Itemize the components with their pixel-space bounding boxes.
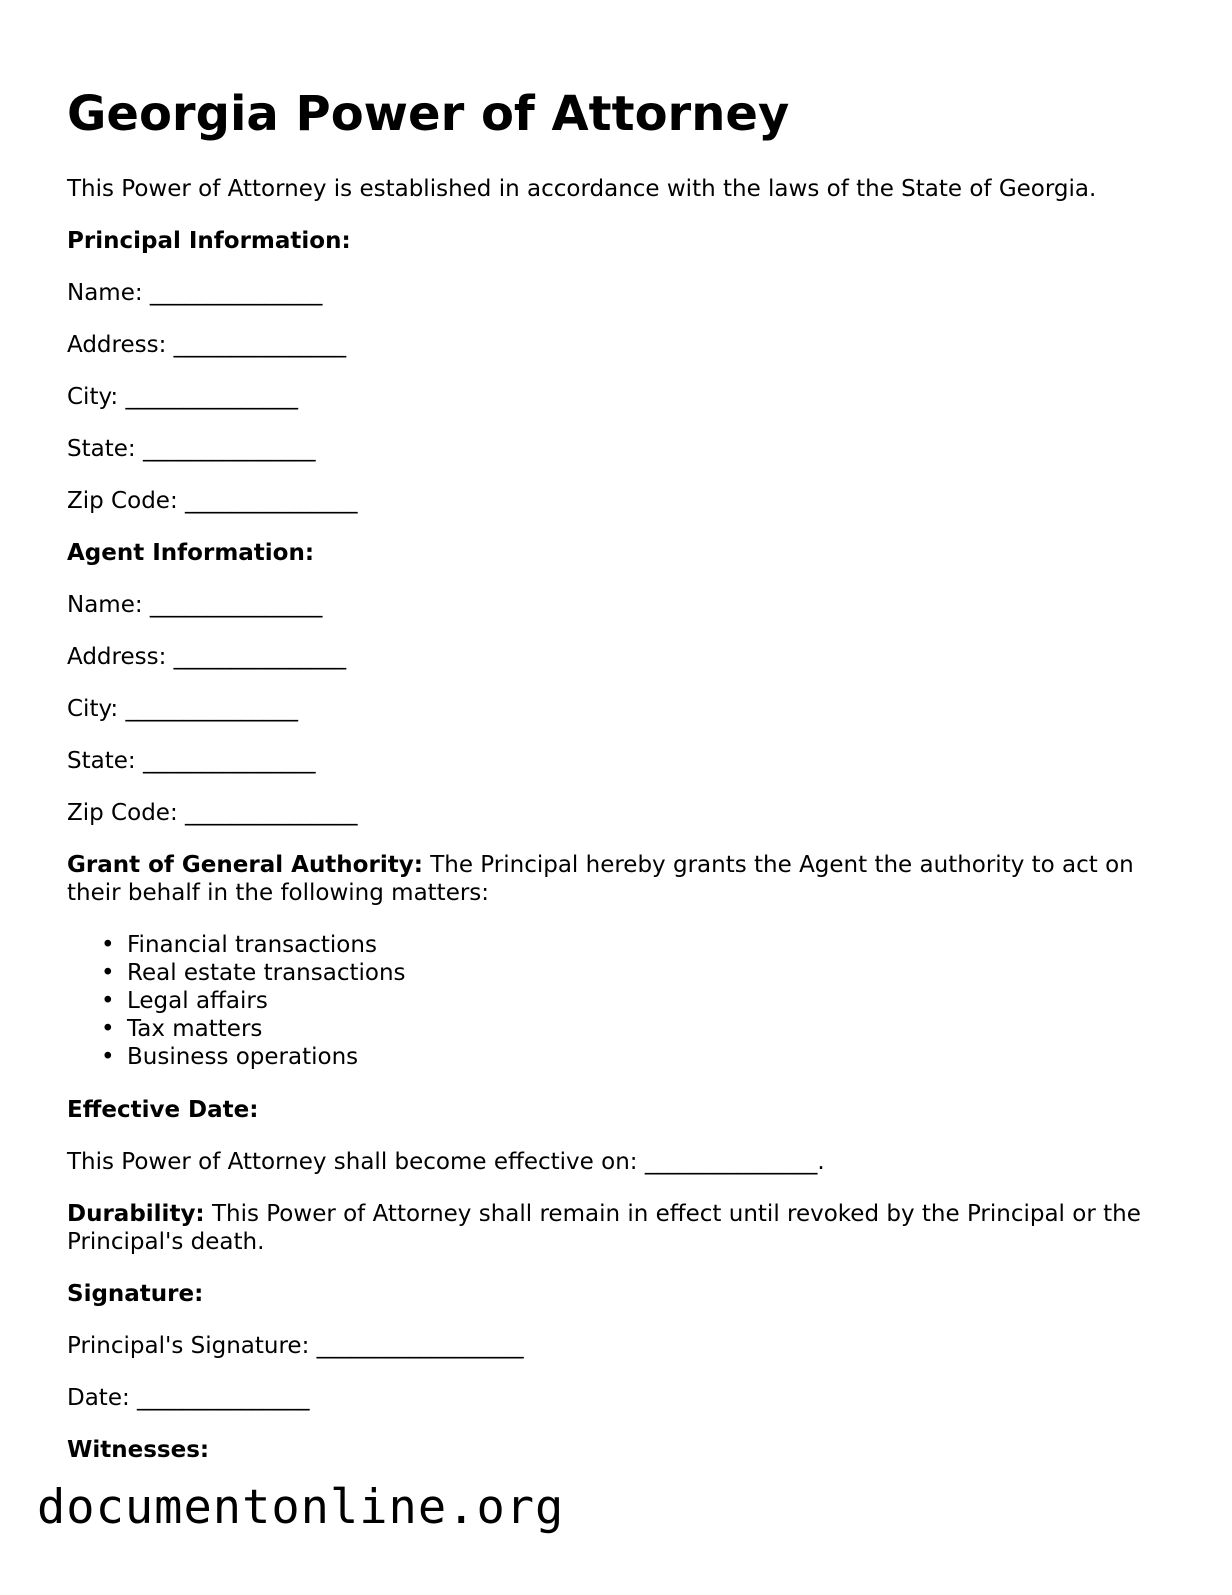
- agent-state-field: State: _______________: [67, 748, 316, 774]
- agent-heading: Agent Information:: [67, 540, 315, 566]
- principal-name-field: Name: _______________: [67, 280, 323, 306]
- effective-date-heading: Effective Date:: [67, 1097, 259, 1123]
- witnesses-heading: Witnesses:: [67, 1437, 210, 1463]
- durability-heading: Durability:: [67, 1201, 205, 1227]
- watermark: documentonline.org: [37, 1480, 565, 1535]
- agent-zip-field: Zip Code: _______________: [67, 800, 358, 826]
- list-item: • Business operations: [127, 1043, 406, 1071]
- agent-city-field: City: _______________: [67, 696, 298, 722]
- principal-state-field: State: _______________: [67, 436, 316, 462]
- grant-paragraph: [67, 851, 1147, 907]
- principal-address-field: Address: _______________: [67, 332, 347, 358]
- principal-signature-field: Principal's Signature: __________________: [67, 1333, 524, 1359]
- grant-text: The Principal hereby grants the Agent the authority to act on their behalf in the following matters:: [67, 852, 1134, 906]
- effective-date-field: This Power of Attorney shall become effective on: _______________.: [67, 1149, 825, 1175]
- grant-heading: Grant of General Authority:: [67, 852, 423, 878]
- principal-heading: Principal Information:: [67, 228, 351, 254]
- page-title: Georgia Power of Attorney: [67, 86, 790, 142]
- authority-matters-list: [67, 931, 406, 1071]
- intro-text: This Power of Attorney is established in accordance with the laws of the State of Georgia.: [67, 176, 1097, 202]
- principal-city-field: City: _______________: [67, 384, 298, 410]
- list-item: • Financial transactions: [127, 931, 406, 959]
- durability-text: This Power of Attorney shall remain in effect until revoked by the Principal or the Principal's death.: [67, 1201, 1141, 1255]
- list-item: • Real estate transactions: [127, 959, 406, 987]
- agent-name-field: Name: _______________: [67, 592, 323, 618]
- durability-paragraph: [67, 1200, 1147, 1256]
- principal-zip-field: Zip Code: _______________: [67, 488, 358, 514]
- list-item: • Legal affairs: [127, 987, 406, 1015]
- signature-date-field: Date: _______________: [67, 1385, 310, 1411]
- list-item: • Tax matters: [127, 1015, 406, 1043]
- signature-heading: Signature:: [67, 1281, 204, 1307]
- agent-address-field: Address: _______________: [67, 644, 347, 670]
